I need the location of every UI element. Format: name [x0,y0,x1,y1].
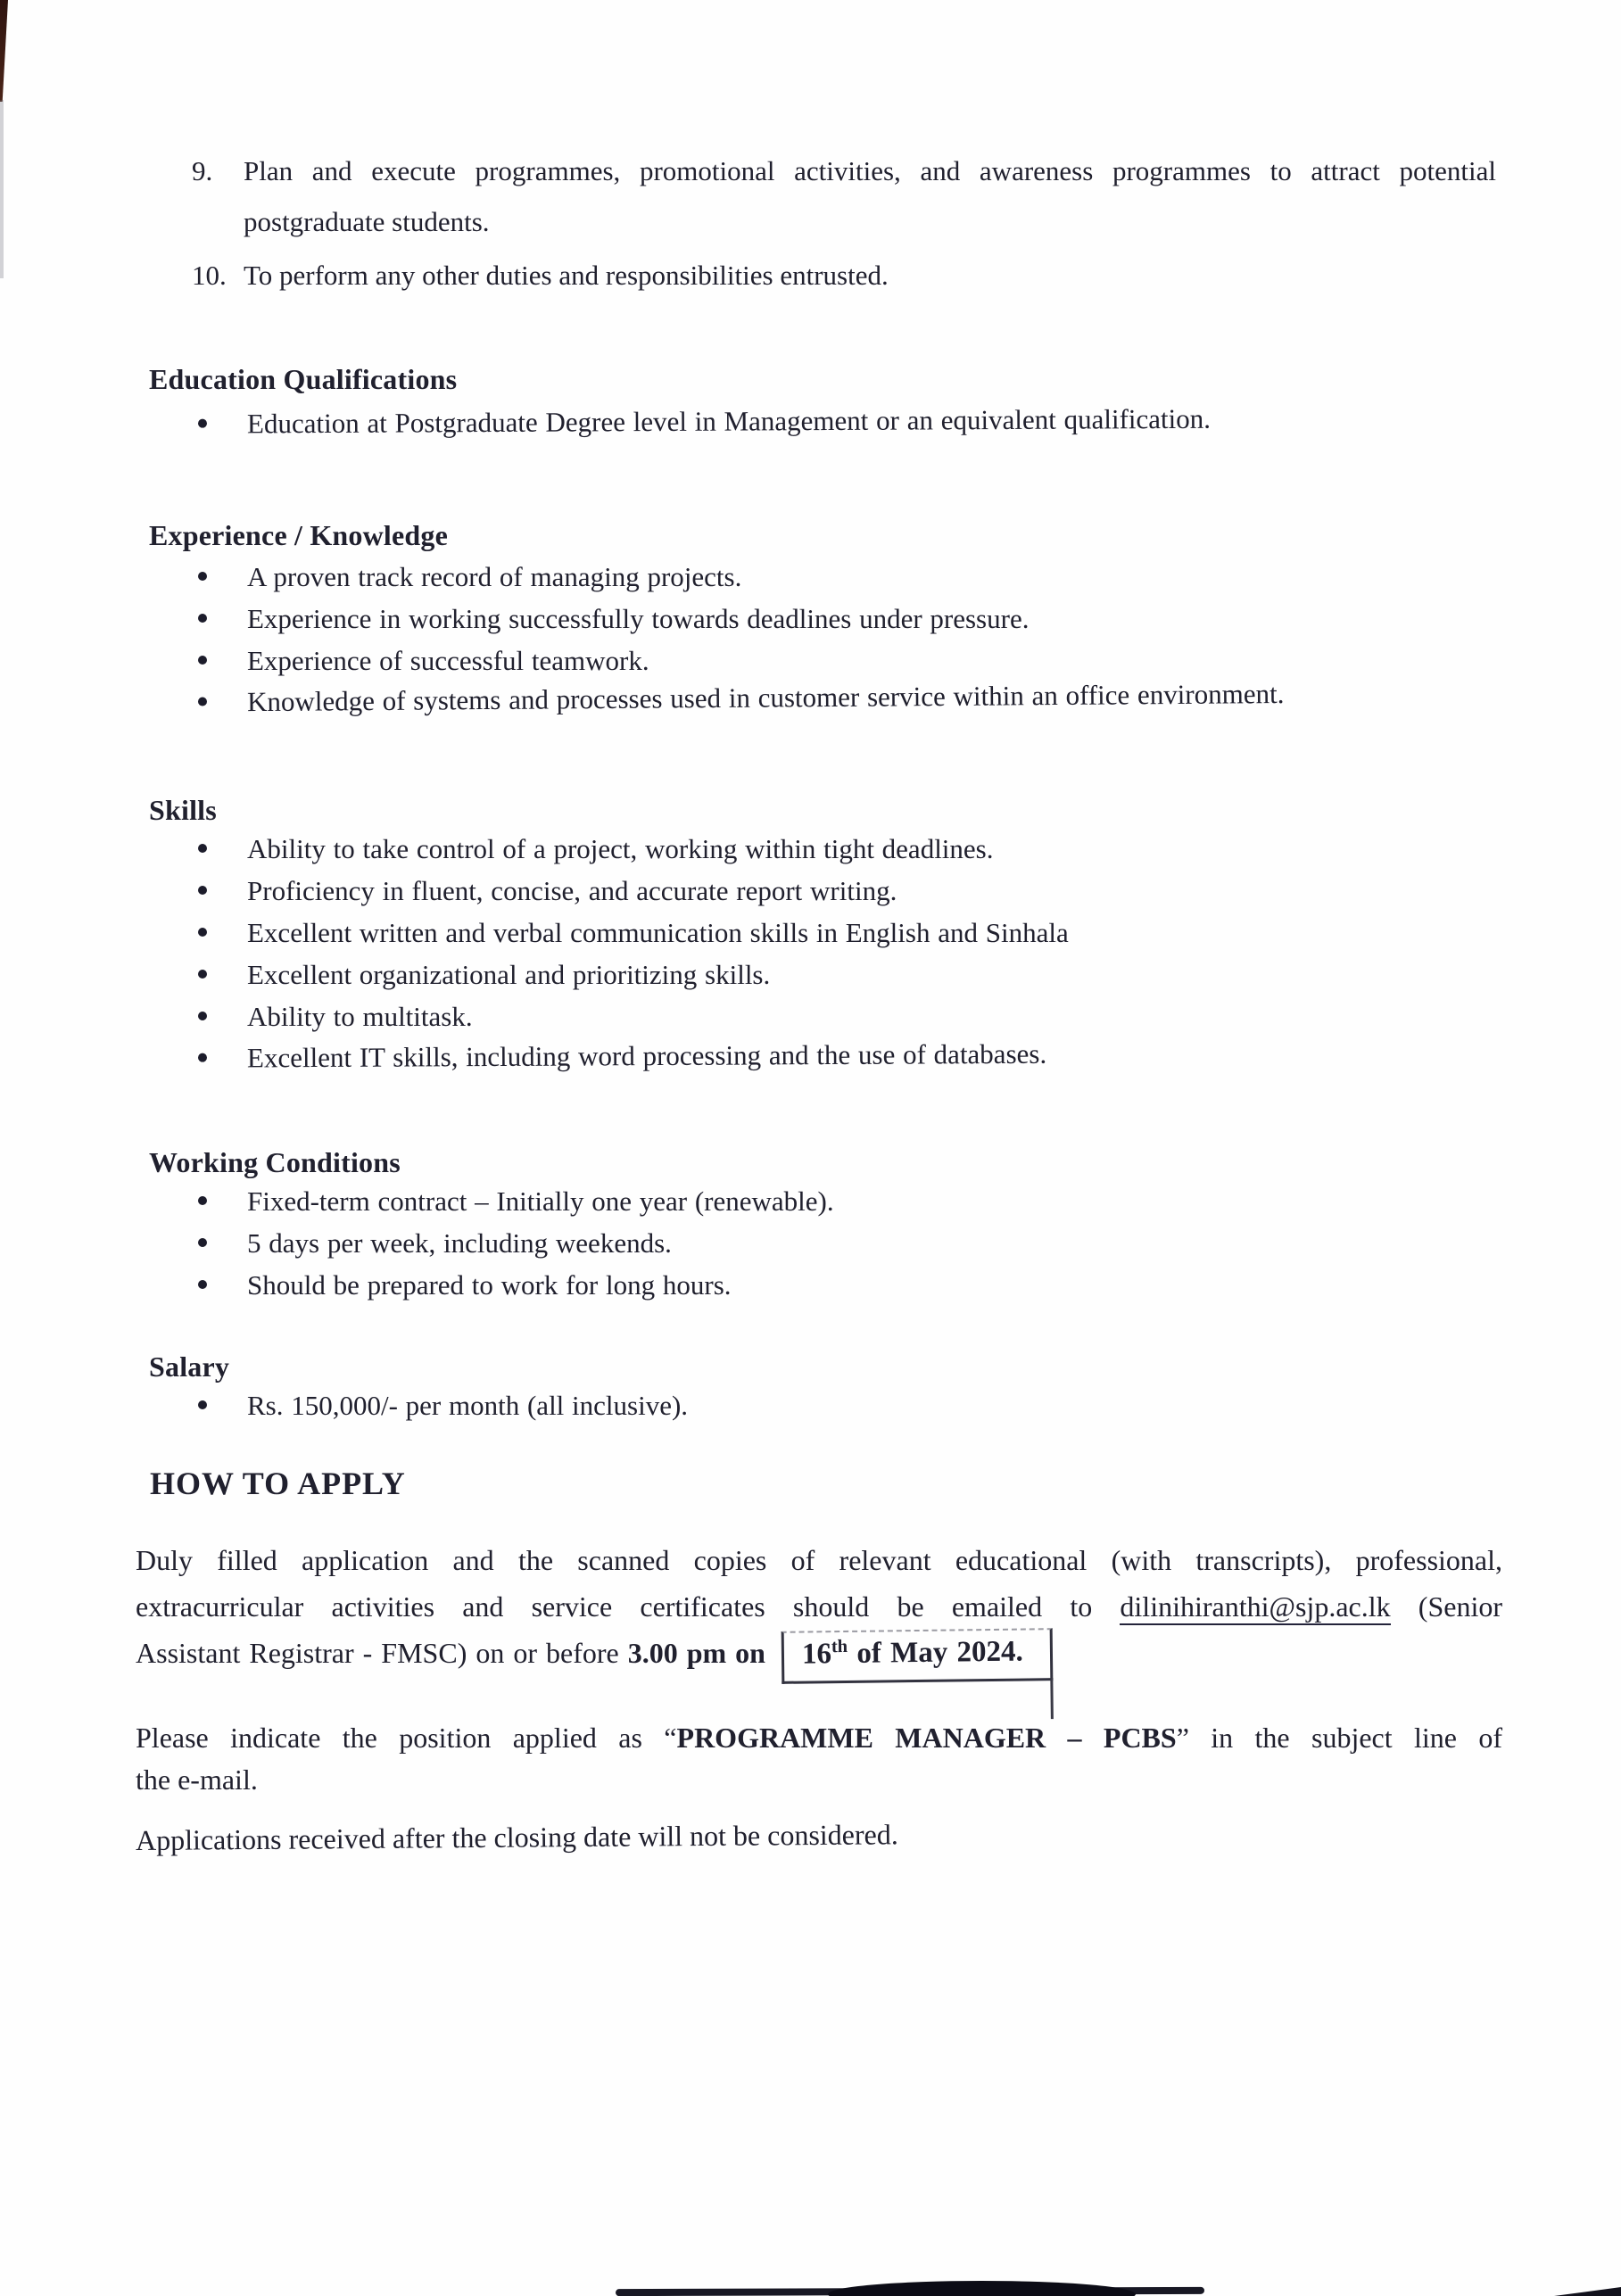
bullet-text: Proficiency in fluent, concise, and accurate report writing. [247,875,897,906]
closing-date-day: 16 [801,1638,832,1671]
bullet-item [149,598,1541,640]
bullet-icon [198,1400,207,1409]
paragraph-text: (Senior [1390,1590,1503,1623]
bullet-list [149,556,1541,723]
scan-artifact-top-left-shadow [0,100,4,278]
scan-artifact-bottom-smudge [828,2281,1136,2296]
text-line: the e-mail. [136,1763,258,1796]
bullet-item [149,1180,1541,1222]
section-heading: Education Qualifications [149,363,458,395]
section-education-qualifications [149,361,1541,445]
bullet-list [149,403,1541,445]
paragraph-text: extracurricular activities and service certificates should be emailed to [136,1590,1121,1623]
section-heading: Salary [149,1350,230,1383]
bullet-list [149,828,1541,1079]
bullet-text: Education at Postgraduate Degree level in Management or an equivalent qualification. [246,402,1212,440]
text-line: postgraduate students. [244,206,490,237]
paragraph-text: Assistant Registrar - FMSC) on or before [136,1637,628,1669]
bullet-icon [198,1238,207,1247]
text-line [136,1630,1502,1682]
section-heading: Experience / Knowledge [149,519,449,551]
closing-date-ordinal: th [831,1637,848,1657]
bullet-text: 5 days per week, including weekends. [247,1227,672,1259]
how-to-apply-heading: HOW TO APPLY [150,1466,406,1501]
paragraph-text: ” in the subject line of [1176,1722,1503,1754]
bullet-text: A proven track record of managing projects. [247,561,742,592]
bullet-text: Knowledge of systems and processes used in customer service within an office environment. [246,678,1285,718]
bullet-item [149,1384,1541,1426]
bullet-text: Excellent organizational and prioritizing skills. [247,959,771,990]
bullet-item [149,1264,1541,1306]
section-skills [149,792,1541,1079]
bullet-icon [198,970,207,979]
bullet-item [149,1222,1541,1264]
bullet-list [149,1180,1541,1306]
subject-line-paragraph [136,1717,1502,1801]
section-heading: Skills [149,794,217,826]
text-line [136,1537,1502,1583]
section-working-conditions [149,1144,1541,1306]
email-address: dilinihiranthi@sjp.ac.lk [1120,1590,1390,1625]
bullet-icon [198,697,207,706]
bullet-icon [198,844,207,853]
duties-numbered-list [192,145,1496,301]
paragraph-text: Duly filled application and the scanned copies of relevant educational (with transcripts), professional, [136,1544,1502,1576]
paragraph-text: Applications received after the closing date will not be considered. [135,1818,898,1856]
bullet-text: Ability to take control of a project, working within tight deadlines. [247,833,994,864]
bullet-text: Ability to multitask. [247,1001,473,1032]
bullet-text: Excellent written and verbal communication skills in English and Sinhala [247,917,1069,948]
section-experience-knowledge [149,517,1541,723]
application-instructions-paragraph [136,1537,1502,1682]
item-text [244,145,1496,247]
scan-artifact-top-left [0,0,8,102]
bullet-icon [198,1012,207,1020]
duty-item-10 [192,250,1496,301]
bullet-icon [198,928,207,937]
bullet-item [149,954,1541,995]
closing-date-box [782,1628,1054,1684]
text-line [136,1717,1502,1759]
bullet-text: Excellent IT skills, including word processing and the use of databases. [246,1037,1047,1074]
item-text [244,250,1496,301]
bullet-text: Rs. 150,000/- per month (all inclusive). [247,1390,689,1421]
text-line: To perform any other duties and responsibilities entrusted. [244,260,889,291]
bullet-list [149,1384,1541,1426]
bullet-icon [198,1053,207,1062]
bullet-icon [198,614,207,623]
bullet-icon [198,419,207,428]
text-line [136,1583,1502,1630]
scan-artifact-box-line [1050,1678,1054,1719]
bullet-icon [198,656,207,665]
bullet-text: Experience of successful teamwork. [247,645,649,676]
bullet-icon [198,1280,207,1289]
text-line: Plan and execute programmes, promotional activities, and awareness programmes to attract potential [244,155,1496,186]
bullet-icon [198,1196,207,1205]
item-number: 9. [192,155,213,186]
bullet-item [149,556,1541,598]
bullet-text: Should be prepared to work for long hours. [247,1269,732,1301]
section-heading: Working Conditions [149,1146,401,1178]
scan-artifact-bottom-right-corner [1554,2287,1621,2296]
bullet-text: Fixed-term contract – Initially one year (renewable). [247,1185,834,1217]
bullet-item [149,396,1541,445]
bullet-item [149,912,1541,954]
bullet-item [149,828,1541,870]
duty-item-9 [192,145,1496,247]
item-number: 10. [192,260,227,291]
bullet-item [149,1030,1541,1079]
section-salary [149,1349,1541,1426]
bullet-text: Experience in working successfully towards deadlines under pressure. [247,603,1030,634]
bullet-icon [198,572,207,581]
paragraph-text: Please indicate the position applied as “ [136,1722,677,1754]
bullet-item [149,870,1541,912]
closing-note-paragraph [136,1813,1502,1857]
deadline-time: 3.00 pm on [627,1637,765,1669]
position-title: PROGRAMME MANAGER – PCBS [676,1722,1177,1754]
closing-date-rest: of May 2024. [847,1635,1023,1671]
bullet-icon [198,886,207,895]
